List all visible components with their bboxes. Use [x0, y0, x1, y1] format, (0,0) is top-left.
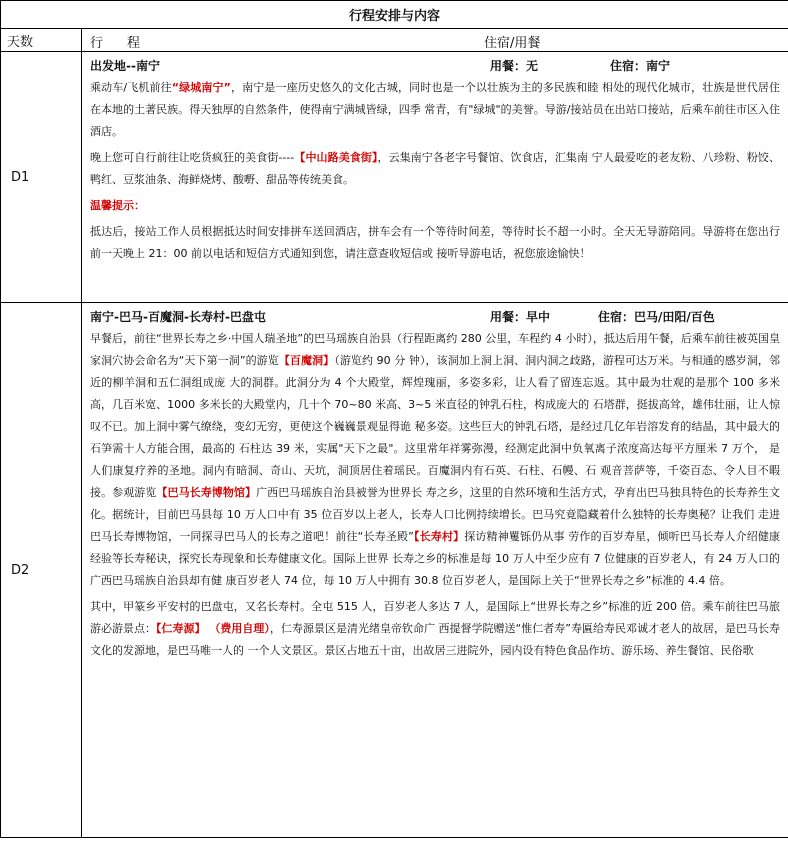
paragraph-d2-cave-museum: 早餐后，前往“世界长寿之乡·中国人瑞圣地”的巴马瑶族自治县（行程距离约 280 公里，车程约 4 小时），抵达后用午餐，后乘车前往被英国皇家洞穴协会命名为“天下第一洞”的游览【百魔洞】（游览约 90 分 钟），该洞加上洞上洞、洞内洞之歧路，游程可达万米。与相通的感岁洞，邻近的柳羊洞和五仁洞组成庞 大的洞群。此洞分为 4 个大殿堂，辉煌瑰丽，多姿多彩，让人看了留连忘返。其中最为壮观的是那个 100 多米高，几百米宽、1000 多米长的大殿堂内，几十个 70~80 米高、3~5 米直径的钟乳石柱，构成庞大的 石塔群，挺拔高耸，雄伟壮丽，让人惊叹不已。加上洞中雾气缭绕，变幻无穷，更使这个巍巍景观显得诡 秘多姿。这些巨大的钟乳石塔，是经过几亿年岩溶发育的结晶，其中最大的石笋需十人方能合围，最高的 石柱达 39 米，实属"天下之最"。这里常年祥雾弥漫，经测定此洞中负氧离子浓度高达每平方厘米 7 万个， 是人们康复疗养的圣地。洞内有暗洞、奇山、天坑，洞顶居住着瑶民。百魔洞内有石英、石柱、石幔、石 观音菩萨等，千姿百态、令人目不暇接。参观游览【巴马长寿博物馆】广西巴马瑶族自治县被誉为世界长 寿之乡，这里的自然环境和生活方式，孕育出巴马独具特色的长寿养生文化。据统计，目前巴马县每 10 万人口中有 35 位百岁以上老人，长寿人口比例持续增长。巴马究竟隐藏着什么独特的长寿奥秘？让我们 走进巴马长寿博物馆，一同探寻巴马人的长寿之道吧！前往“长寿圣殿”【长寿村】探访精神矍铄仍从事 劳作的百岁寿星，倾听巴马长寿人介绍健康经验等长寿秘诀，探究长寿现象和长寿健康文化。国际上世界 长寿之乡的标准是每 10 万人中至少应有 7 位健康的百岁老人，有 24 万人口的广西巴马瑶族自治县却有健 康百岁老人 74 位，每 10 万人中拥有 30.8 位百岁老人，是国际上关于“世界长寿之乡”标准的 4.4 倍。: [90, 332, 781, 587]
day-heading-d2: [90, 306, 780, 328]
day-heading-d1: [90, 55, 780, 77]
route-d1: 出发地--南宁: [90, 59, 160, 73]
meal-d2: 用餐：早中: [490, 310, 551, 324]
highlight-zhongshan-road: 【中山路美食街】: [294, 151, 378, 164]
highlight-longevity-museum: 【巴马长寿博物馆】: [156, 486, 257, 499]
paragraph-d1-arrival: 乘动车/飞机前往“绿城南宁”，南宁是一座历史悠久的文化古城，同时也是一个以壮族为主的多民族和睦 相处的现代化城市，壮族是世代居住在本地的土著民族。得天独厚的自然条件，使得南宁满城皆绿，四季 常青，有"绿城"的美誉。导游/接站员在出站口接站，后乘车前往市区入住酒店。: [90, 81, 781, 138]
warm-tip-label: 温馨提示：: [90, 199, 145, 212]
paragraph-d2-bapan: 其中，甲篆乡平安村的巴盘屯，又名长寿村。全屯 515 人，百岁老人多达 7 人，是国际上“世界长寿之乡”标准的近 200 倍。乘车前往巴马旅游必游景点：【仁寿源】 （费用自理），仁寿源景区是清光绪皇帝钦命广 西提督学院赠送“惟仁者寿”寿匾给寿民邓诚才老人的故居，是巴马长寿文化的发源地，是巴马唯一人的 一个人文景区。景区占地五十亩，出故居三进院外，园内设有特色食品作坊、游乐场、养生餐馆、民俗歌: [90, 600, 781, 657]
paragraph-d1-tip: 抵达后，接站工作人员根据抵达时间安排拼车送回酒店，拼车会有一个等待时间差，等待时长不超一小时。全天无导游陪同。导游将在您出行前一天晚上 21：00 前以电话和短信方式通知到您，请注意查收短信或 接听导游电话，祝您旅途愉快！: [90, 225, 781, 260]
highlight-renshouyuan: 【仁寿源】 （费用自理）: [156, 622, 270, 635]
header-day: 天数: [1, 29, 82, 52]
table-title: 行程安排与内容: [1, 1, 788, 29]
meal-d1: 用餐：无: [490, 59, 539, 73]
paragraph-d1-food-street: 晚上您可自行前往让吃货疯狂的美食街----【中山路美食街】，云集南宁各老字号餐馆、饮食店，汇集南 宁人最爱吃的老友粉、八珍粉、粉饺、鸭红、豆浆油条、海鲜烧烤、酸嘢、甜品等传统美食。: [90, 151, 781, 186]
day-label-d2: D2: [1, 303, 82, 838]
day-row-d2: [1, 303, 788, 838]
day-label-d1: D1: [1, 52, 82, 303]
day-content-d1: [82, 52, 788, 303]
stay-d2: 住宿：巴马/田阳/百色: [598, 310, 715, 324]
highlight-longevity-village: 【长寿村】: [413, 530, 465, 543]
day-row-d1: [1, 52, 788, 303]
stay-d1: 住宿：南宁: [610, 59, 671, 73]
highlight-green-city: “绿城南宁”: [171, 81, 231, 94]
day-content-d2: [82, 303, 788, 838]
route-d2: 南宁-巴马-百魔洞-长寿村-巴盘屯: [90, 310, 266, 324]
header-row: [82, 29, 788, 52]
header-itinerary: 行程: [90, 36, 165, 51]
highlight-baimo-cave: 【百魔洞】: [278, 354, 335, 367]
header-lodging: 住宿/用餐: [484, 36, 541, 51]
